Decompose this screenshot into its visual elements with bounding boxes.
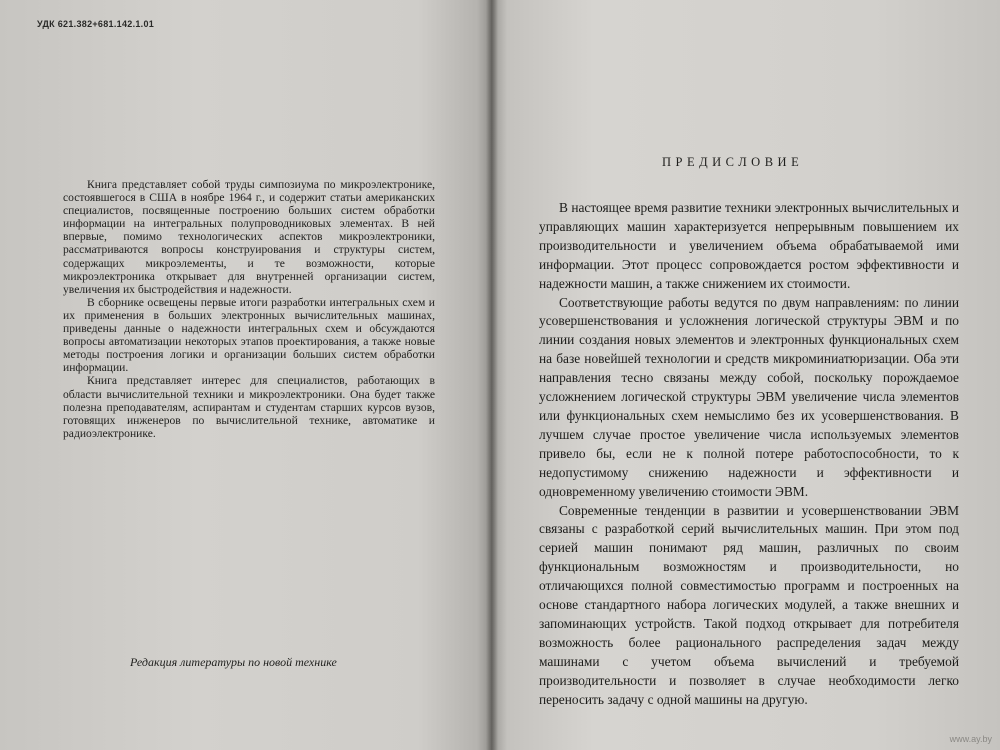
annotation-paragraph: Книга представляет интерес для специалистов, работающих в области вычислительной техники и микроэлектроники. Она будет также полезна преподавателям, аспирантам и студентам старших курсов вузов, готовящих инженеров по вычислительной технике, автоматике и радиоэлектронике. xyxy=(63,374,435,440)
preface-paragraph: Соответствующие работы ведутся по двум направлениям: по линии усовершенствования и усложнения логической структуры ЭВМ и по линии создания новых элементов и электронных функциональных схем на базе новейшей технологии и средств микроминиатюризации. Оба эти направления тесно связаны между собой, поскольку порождаемое усложнением логической структуры ЭВМ увеличение числа элементов или функциональных схем немыслимо без их усовершенствования. В лучшем случае простое увеличение числа используемых элементов привело бы, если не к полной потере работоспособности, то к недопустимому снижению надежности и эффективности и одновременному увеличению стоимости ЭВМ. xyxy=(539,294,959,499)
left-page xyxy=(0,0,492,750)
udk-code: УДК 621.382+681.142.1.01 xyxy=(37,19,155,29)
preface-paragraph: В настоящее время развитие техники электронных вычислительных и управляющих машин характеризуется непрерывным повышением их производительности и увеличением объема обрабатываемой ими информации. Этот процесс сопровождается ростом эффективности и надежности машин, а также снижением их стоимости. xyxy=(539,200,959,291)
book-gutter xyxy=(486,0,498,750)
annotation-paragraph: Книга представляет собой труды симпозиума по микроэлектронике, состоявшегося в США в ноябре 1964 г., и содержит статьи американских специалистов, посвященные построению больших систем обработки информации на интегральных полупроводниковых элементах. В ней впервые, помимо технологических аспектов микроэлектроники, рассматриваются вопросы конструирования и структуры систем, содержащих микроэлементы, и те возможности, которые микроэлектроника открывает для внутренней организации систем, увеличения их быстродействия и надежности. xyxy=(63,178,435,296)
editorial-credit: Редакция литературы по новой технике xyxy=(130,655,337,669)
annotation-paragraph: В сборнике освещены первые итоги разработки интегральных схем и их применения в больших электронных вычислительных машинах, приведены данные о надежности интегральных схем и обсуждаются вопросы автоматизации некоторых этапов проектирования, а также новые методы построения логики и организации больших систем обработки информации. xyxy=(63,295,435,375)
preface-heading: ПРЕДИСЛОВИЕ xyxy=(662,155,804,169)
right-page xyxy=(492,0,1000,750)
annotation xyxy=(63,178,435,440)
preface-body xyxy=(539,199,959,709)
site-watermark: www.ay.by xyxy=(949,734,992,744)
preface-paragraph: Современные тенденции в развитии и усовершенствовании ЭВМ связаны с разработкой серий вычислительных машин. При этом под серией машин понимают ряд машин, различных по своим функциональным возможностям и производительности, но отличающихся полной совместимостью программ и построенных на основе стандартного набора логических модулей, а также внешних и запоминающих устройств. Такой подход открывает для потребителя возможность более рационального распределения задач между машинами с учетом объема вычислений и требуемой производительности и позволяет в случае необходимости легко переносить задачу с одной машины на другую. xyxy=(539,502,959,707)
